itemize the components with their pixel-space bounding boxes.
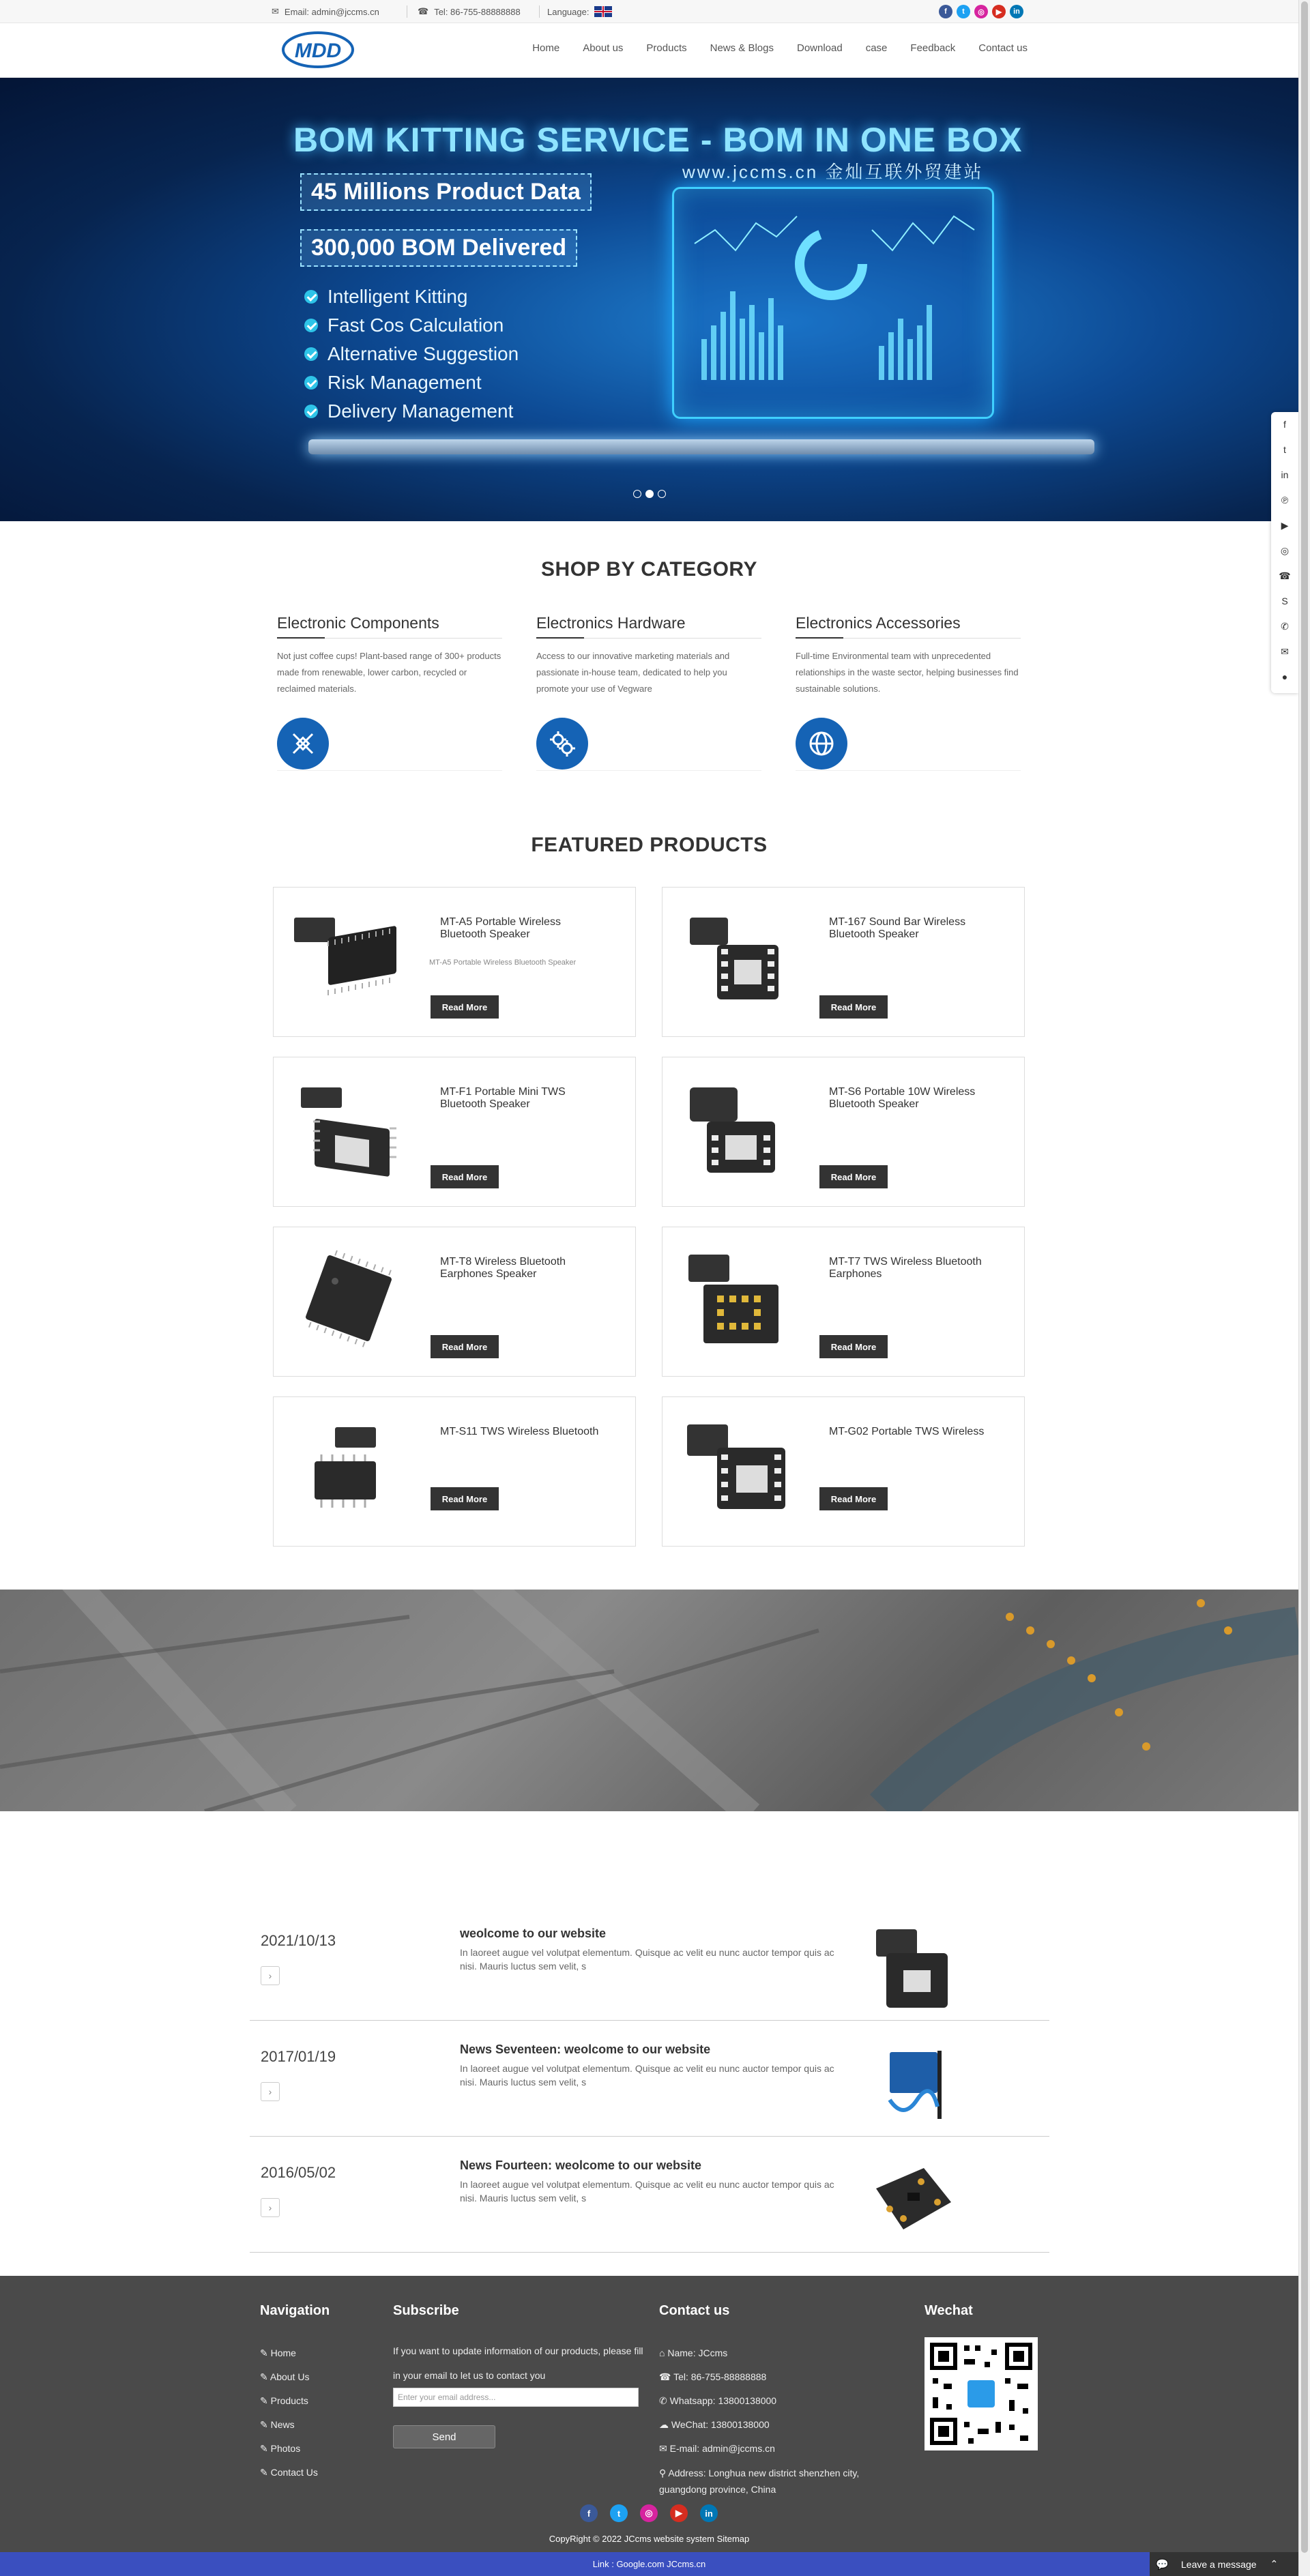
news-excerpt: In laoreet augue vel volutpat elementum. Quisque ac velit eu nunc auctor tempor quis ac nisi. Mauris luctus sem velit, s — [460, 1947, 834, 1972]
news-thumbnail-chip[interactable] — [856, 1922, 958, 2011]
banner-feature: Alternative Suggestion — [304, 340, 519, 368]
check-icon — [304, 290, 318, 304]
contact-name: ⌂ Name: JCcms — [659, 2347, 728, 2358]
product-name[interactable]: MT-T8 Wireless Bluetooth Earphones Speaker — [440, 1256, 566, 1280]
chip-qfn-icon[interactable] — [676, 904, 799, 1013]
facebook-icon[interactable]: f — [1283, 419, 1286, 430]
phone-icon[interactable]: ☎ — [1279, 570, 1291, 581]
news-date: 2017/01/19 — [261, 2048, 336, 2065]
contact-email[interactable]: ✉ E-mail: admin@jccms.cn — [659, 2443, 775, 2454]
category-text: Not just coffee cups! Plant-based range of 300+ products made from renewable, lower carbon, recycled or reclaimed materials. — [277, 651, 501, 694]
accessories-globe-icon[interactable] — [796, 718, 847, 770]
banner-stat-box: 300,000 BOM Delivered — [300, 229, 577, 267]
chip-qfn-icon[interactable] — [676, 1414, 799, 1523]
facebook-icon[interactable]: f — [939, 5, 952, 18]
nav-products[interactable]: Products — [646, 42, 687, 54]
nav-contact[interactable]: Contact us — [978, 42, 1028, 54]
scrollbar-thumb[interactable] — [1301, 1, 1308, 2553]
chevron-up-icon: ⌃ — [1270, 2558, 1279, 2569]
banner-feature-list — [304, 282, 519, 426]
phone-icon: ☎ — [418, 6, 429, 16]
read-more-button[interactable]: Read More — [819, 1487, 888, 1510]
main-nav — [509, 42, 1028, 54]
category-text: Full-time Environmental team with unprecedented relationships in the waste sector, helping businesses find sustainable solutions. — [796, 651, 1019, 694]
skype-icon[interactable]: S — [1281, 596, 1288, 606]
chip-qfp-icon[interactable] — [287, 904, 410, 1013]
top-email[interactable]: ✉ Email: admin@jccms.cn — [272, 6, 379, 17]
email-icon: ✉ — [659, 2443, 670, 2454]
twitter-icon[interactable]: t — [610, 2504, 628, 2522]
nav-case[interactable]: case — [865, 42, 888, 54]
chip-tqfp-icon[interactable] — [287, 1244, 410, 1353]
parallax-image — [0, 1590, 1298, 1811]
product-desc: MT-A5 Portable Wireless Bluetooth Speaker — [429, 958, 577, 967]
top-social-links — [939, 5, 1023, 18]
chevron-right-icon[interactable]: › — [261, 2198, 280, 2217]
banner-feature: Intelligent Kitting — [304, 282, 519, 311]
chip-dfn-icon[interactable] — [676, 1074, 799, 1183]
featured-heading: FEATURED PRODUCTS — [531, 834, 768, 856]
news-item[interactable] — [250, 2137, 1049, 2253]
news-thumbnail-board[interactable] — [856, 2154, 958, 2243]
facebook-icon[interactable]: f — [580, 2504, 598, 2522]
contact-wechat: ☁ WeChat: 13800138000 — [659, 2419, 770, 2430]
product-card[interactable] — [273, 887, 636, 1037]
product-name[interactable]: MT-T7 TWS Wireless Bluetooth Earphones — [829, 1256, 982, 1280]
chevron-right-icon[interactable]: › — [261, 2082, 280, 2101]
product-card[interactable] — [662, 1227, 1025, 1377]
news-item[interactable] — [250, 2021, 1049, 2137]
chart-illustration-icon — [674, 189, 992, 417]
leave-message-button[interactable]: Leave a message ⌃ — [1150, 2552, 1298, 2576]
linkedin-icon[interactable]: in — [1281, 469, 1289, 480]
nav-about[interactable]: About us — [583, 42, 624, 54]
category-card[interactable] — [796, 614, 1021, 771]
subscribe-email-input[interactable]: Enter your email address... — [393, 2388, 639, 2407]
instagram-icon[interactable]: ◎ — [1280, 545, 1290, 556]
banner-feature: Delivery Management — [304, 397, 519, 426]
chat-bubble-icon: 💬 — [1156, 2559, 1169, 2571]
youtube-icon[interactable]: ▶ — [1281, 520, 1289, 531]
category-title[interactable]: Electronics Accessories — [796, 614, 1021, 639]
footer-link[interactable]: ✎ News — [260, 2413, 318, 2437]
slider-dots — [633, 490, 666, 498]
twitter-icon[interactable]: t — [1283, 444, 1286, 455]
email-icon[interactable]: ✉ — [1281, 646, 1289, 657]
category-text: Access to our innovative marketing materials and passionate in-house team, dedicated to help you promote your use of Vegware — [536, 651, 730, 694]
scrollbar[interactable] — [1298, 0, 1310, 2576]
header — [0, 23, 1298, 78]
chevron-right-icon[interactable]: › — [261, 1966, 280, 1985]
banner-feature: Fast Cos Calculation — [304, 311, 519, 340]
youtube-icon[interactable]: ▶ — [670, 2504, 688, 2522]
location-pin-icon: ⚲ — [659, 2468, 669, 2478]
phone-icon: ☎ — [659, 2371, 674, 2382]
read-more-button[interactable]: Read More — [431, 1165, 499, 1188]
nav-feedback[interactable]: Feedback — [910, 42, 956, 54]
footer-link[interactable]: ✎ Contact Us — [260, 2461, 318, 2485]
nav-home[interactable]: Home — [532, 42, 560, 54]
news-date: 2016/05/02 — [261, 2164, 336, 2181]
banner-feature: Risk Management — [304, 368, 519, 397]
footer — [0, 2276, 1298, 2552]
product-name[interactable]: MT-G02 Portable TWS Wireless — [829, 1426, 985, 1437]
slider-dot[interactable] — [658, 490, 666, 498]
product-name[interactable]: MT-S11 TWS Wireless Bluetooth — [440, 1426, 599, 1437]
wechat-qr-code — [925, 2337, 1038, 2450]
nav-download[interactable]: Download — [797, 42, 843, 54]
category-card[interactable] — [536, 614, 761, 771]
check-icon — [304, 405, 318, 418]
top-tel: ☎ Tel: 86-755-88888888 — [418, 6, 521, 17]
hardware-gear-icon[interactable] — [536, 718, 588, 770]
news-thumbnail-arduino[interactable] — [856, 2038, 958, 2127]
circuit-board-image — [0, 1590, 1298, 1811]
product-card[interactable] — [662, 887, 1025, 1037]
hero-banner[interactable] — [0, 78, 1298, 521]
linkedin-icon[interactable]: in — [700, 2504, 718, 2522]
product-card[interactable] — [273, 1227, 636, 1377]
banner-title: BOM KITTING SERVICE - BOM IN ONE BOX — [293, 121, 1023, 159]
footer-social-links — [580, 2504, 718, 2522]
divider — [539, 5, 540, 18]
friend-links-bar[interactable]: Link : Google.com JCcms.cn — [0, 2552, 1298, 2576]
news-title[interactable]: News Fourteen: weolcome to our website — [460, 2158, 702, 2172]
contact-info — [659, 2341, 884, 2498]
product-card[interactable] — [273, 1057, 636, 1207]
news-title[interactable]: News Seventeen: weolcome to our website — [460, 2043, 711, 2056]
chip-ssop-icon[interactable] — [287, 1074, 410, 1183]
product-card[interactable] — [273, 1396, 636, 1547]
news-excerpt: In laoreet augue vel volutpat elementum. Quisque ac velit eu nunc auctor tempor quis ac nisi. Mauris luctus sem velit, s — [460, 2179, 834, 2204]
category-title[interactable]: Electronic Components — [277, 614, 502, 639]
tablet-illustration — [308, 439, 1094, 454]
read-more-button[interactable]: Read More — [819, 995, 888, 1019]
read-more-button[interactable]: Read More — [819, 1165, 888, 1188]
product-name[interactable]: MT-167 Sound Bar Wireless Bluetooth Speaker — [829, 916, 966, 940]
top-bar — [0, 0, 1298, 23]
check-icon — [304, 347, 318, 361]
contact-whatsapp: ✆ Whatsapp: 13800138000 — [659, 2395, 777, 2406]
linkedin-icon[interactable]: in — [1010, 5, 1023, 18]
footer-link[interactable]: ✎ About Us — [260, 2365, 318, 2389]
uk-flag-icon — [594, 6, 612, 17]
chip-bga-icon[interactable] — [676, 1244, 799, 1353]
copyright: CopyRight © 2022 JCcms website system Sitemap — [549, 2534, 750, 2544]
read-more-button[interactable]: Read More — [431, 1335, 499, 1358]
instagram-icon[interactable]: ◎ — [974, 5, 988, 18]
dashboard-illustration — [672, 187, 994, 419]
product-card[interactable] — [662, 1396, 1025, 1547]
product-card[interactable] — [662, 1057, 1025, 1207]
product-name[interactable]: MT-A5 Portable Wireless Bluetooth Speaker — [440, 916, 561, 940]
whatsapp-icon: ✆ — [659, 2395, 670, 2406]
footer-wechat-title: Wechat — [925, 2303, 973, 2318]
banner-stat-box: 45 Millions Product Data — [300, 173, 592, 211]
subscribe-text: If you want to update information of our products, please fill in your email to let us to contact you — [393, 2345, 643, 2381]
send-button[interactable]: Send — [393, 2425, 495, 2448]
read-more-button[interactable]: Read More — [431, 995, 499, 1019]
qq-icon[interactable]: ● — [1281, 671, 1288, 682]
footer-link[interactable]: ✎ Home — [260, 2341, 318, 2365]
read-more-button[interactable]: Read More — [819, 1335, 888, 1358]
mail-icon: ✉ — [272, 6, 279, 16]
product-name[interactable]: MT-F1 Portable Mini TWS Bluetooth Speaker — [440, 1086, 566, 1110]
svg-text:MDD: MDD — [294, 40, 342, 62]
wechat-icon: ☁ — [659, 2419, 671, 2430]
components-icon[interactable] — [277, 718, 329, 770]
read-more-button[interactable]: Read More — [431, 1487, 499, 1510]
check-icon — [304, 376, 318, 390]
footer-nav-title: Navigation — [260, 2303, 330, 2318]
footer-link[interactable]: ✎ Photos — [260, 2437, 318, 2461]
banner-subtitle: www.jccms.cn 金灿互联外贸建站 — [682, 162, 984, 182]
category-card[interactable] — [277, 614, 502, 771]
news-item[interactable] — [250, 1905, 1049, 2021]
news-title[interactable]: weolcome to our website — [460, 1927, 607, 1940]
side-social-bar — [1271, 412, 1298, 693]
news-excerpt: In laoreet augue vel volutpat elementum. Quisque ac velit eu nunc auctor tempor quis ac nisi. Mauris luctus sem velit, s — [460, 2063, 834, 2088]
twitter-icon[interactable]: t — [957, 5, 970, 18]
whatsapp-icon[interactable]: ✆ — [1281, 621, 1289, 632]
youtube-icon[interactable]: ▶ — [992, 5, 1006, 18]
chip-sop-icon[interactable] — [287, 1414, 410, 1523]
check-icon — [304, 319, 318, 332]
slider-dot[interactable] — [633, 490, 641, 498]
footer-link[interactable]: ✎ Products — [260, 2389, 318, 2413]
footer-nav — [260, 2341, 318, 2485]
product-name[interactable]: MT-S6 Portable 10W Wireless Bluetooth Speaker — [829, 1086, 976, 1110]
instagram-icon[interactable]: ◎ — [640, 2504, 658, 2522]
contact-tel: ☎ Tel: 86-755-88888888 — [659, 2371, 767, 2382]
qr-code-icon — [930, 2343, 1032, 2445]
language-select[interactable]: Language: — [547, 6, 612, 17]
category-title[interactable]: Electronics Hardware — [536, 614, 761, 639]
category-heading: SHOP BY CATEGORY — [541, 558, 757, 581]
home-icon: ⌂ — [659, 2347, 668, 2358]
footer-subscribe-title: Subscribe — [393, 2303, 459, 2318]
site-logo[interactable] — [281, 30, 355, 70]
pinterest-icon[interactable]: ℗ — [1281, 495, 1289, 506]
contact-address: ⚲ Address: Longhua new district shenzhen city, guangdong province, China — [659, 2468, 860, 2495]
nav-news[interactable]: News & Blogs — [710, 42, 774, 54]
news-date: 2021/10/13 — [261, 1932, 336, 1949]
slider-dot[interactable] — [645, 490, 654, 498]
footer-contact-title: Contact us — [659, 2303, 730, 2318]
